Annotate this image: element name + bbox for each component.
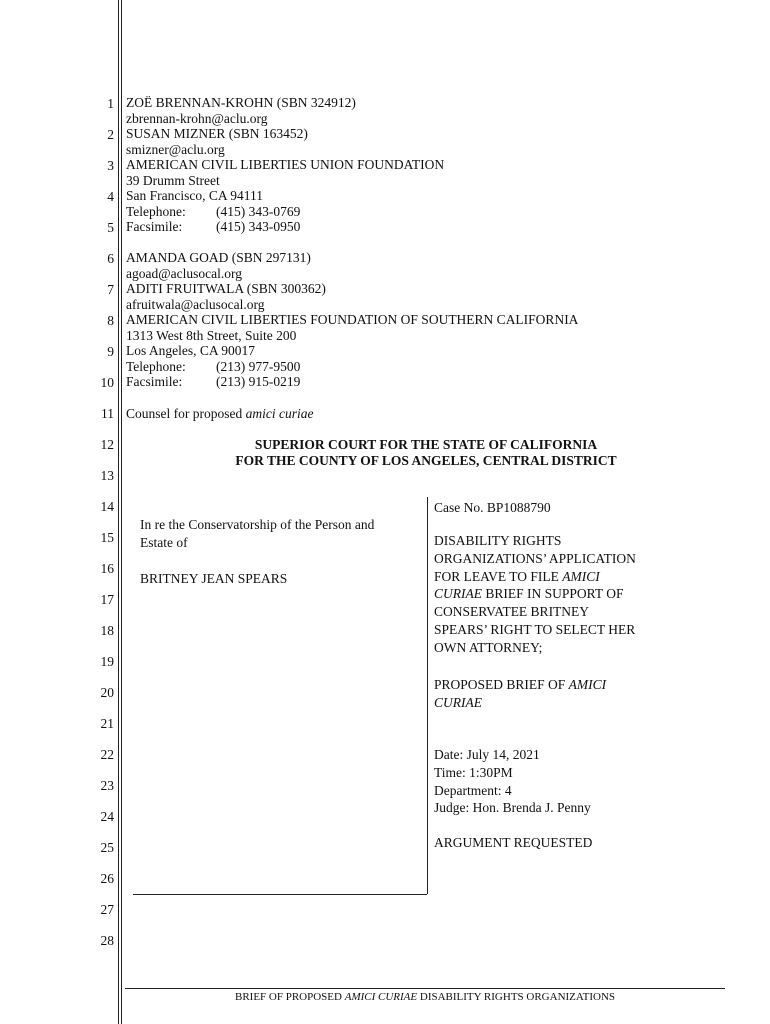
facsimile-line xyxy=(126,374,578,390)
line-number: 13 xyxy=(100,468,114,483)
counsel-for-text: Counsel for proposed xyxy=(126,406,246,421)
counsel-for-line xyxy=(126,406,313,422)
document-title-text: FOR LEAVE TO FILE xyxy=(434,568,563,584)
telephone-line xyxy=(126,204,444,220)
proposed-brief-italic: CURIAE xyxy=(434,694,482,710)
line-number: 7 xyxy=(107,282,114,297)
line-number: 1 xyxy=(107,96,114,111)
caption-matter-line-2: Estate of xyxy=(140,535,188,550)
line-number: 6 xyxy=(107,251,114,266)
line-number: 2 xyxy=(107,127,114,142)
line-number: 17 xyxy=(100,592,114,607)
line-number: 16 xyxy=(100,561,114,576)
counsel-block-aclu-socal xyxy=(126,250,578,390)
telephone-value: (213) 977-9500 xyxy=(216,358,301,374)
footer-text: BRIEF OF PROPOSED xyxy=(234,991,345,1003)
footer-text: DISABILITY RIGHTS ORGANIZATIONS xyxy=(417,991,616,1003)
proposed-brief-text: PROPOSED BRIEF OF xyxy=(434,677,569,692)
counsel-block-aclu xyxy=(126,95,444,235)
attorney-name: ZOË BRENNAN-KROHN (SBN 324912) xyxy=(126,95,356,110)
line-number: 3 xyxy=(107,158,114,173)
case-number: Case No. BP1088790 xyxy=(434,500,551,515)
attorney-name: ADITI FRUITWALA (SBN 300362) xyxy=(126,281,326,296)
street-address: 1313 West 8th Street, Suite 200 xyxy=(126,327,297,343)
telephone-label: Telephone: xyxy=(126,203,186,219)
caption-matter-line-1: In re the Conservatorship of the Person and xyxy=(140,517,375,532)
hearing-date: Date: July 14, 2021 xyxy=(434,747,540,762)
line-number: 24 xyxy=(100,809,114,824)
line-number: 11 xyxy=(101,406,114,421)
attorney-email: zbrennan-krohn@aclu.org xyxy=(126,110,268,126)
line-number: 28 xyxy=(100,933,114,948)
attorney-email: afruitwala@aclusocal.org xyxy=(126,296,265,312)
line-number: 27 xyxy=(100,902,114,917)
court-heading-line-2: FOR THE COUNTY OF LOS ANGELES, CENTRAL DISTRICT xyxy=(235,453,617,468)
document-title-line: DISABILITY RIGHTS xyxy=(434,533,562,548)
attorney-name: SUSAN MIZNER (SBN 163452) xyxy=(126,126,308,141)
proposed-brief-title xyxy=(434,676,606,712)
line-number: 5 xyxy=(107,220,114,235)
footer-italic: AMICI CURIAE xyxy=(344,991,418,1003)
caption-divider-horizontal xyxy=(133,894,427,895)
proposed-brief-italic: AMICI xyxy=(568,677,607,692)
line-number: 25 xyxy=(100,840,114,855)
attorney-email: agoad@aclusocal.org xyxy=(126,265,243,281)
telephone-value: (415) 343-0769 xyxy=(216,203,301,219)
facsimile-line xyxy=(126,219,444,235)
line-number: 18 xyxy=(100,623,114,638)
line-number: 22 xyxy=(100,747,114,762)
document-title-text: BRIEF IN SUPPORT OF xyxy=(482,586,624,602)
street-address: 39 Drumm Street xyxy=(126,172,220,188)
caption-divider-vertical xyxy=(427,497,428,894)
city-address: San Francisco, CA 94111 xyxy=(126,188,263,203)
proposed-brief-line xyxy=(434,676,606,694)
line-number: 14 xyxy=(100,499,114,514)
facsimile-value: (213) 915-0219 xyxy=(216,374,301,389)
line-number: 12 xyxy=(100,437,114,452)
hearing-judge: Judge: Hon. Brenda J. Penny xyxy=(434,800,591,816)
line-number: 4 xyxy=(107,189,114,204)
hearing-department: Department: 4 xyxy=(434,782,512,798)
line-number: 19 xyxy=(100,654,114,669)
document-title-line xyxy=(434,568,636,586)
line-number: 8 xyxy=(107,313,114,328)
line-number: 9 xyxy=(107,344,114,359)
attorney-email: smizner@aclu.org xyxy=(126,141,225,157)
line-number: 21 xyxy=(100,716,114,731)
facsimile-value: (415) 343-0950 xyxy=(216,219,301,234)
footer-title xyxy=(125,991,725,1003)
attorney-name: AMANDA GOAD (SBN 297131) xyxy=(126,250,311,265)
document-title-line xyxy=(434,585,636,603)
document-title-italic: CURIAE xyxy=(434,586,482,602)
conservatee-name: BRITNEY JEAN SPEARS xyxy=(140,571,288,586)
line-number: 26 xyxy=(100,871,114,886)
document-title-line: CONSERVATEE BRITNEY xyxy=(434,604,590,620)
telephone-line xyxy=(126,359,578,375)
court-heading-line-1: SUPERIOR COURT FOR THE STATE OF CALIFORNIA xyxy=(254,437,598,452)
left-margin-rule-1 xyxy=(118,0,119,1024)
document-title-line: ORGANIZATIONS’ APPLICATION xyxy=(434,550,636,566)
line-number: 23 xyxy=(100,778,114,793)
line-number: 20 xyxy=(100,685,114,700)
city-address: Los Angeles, CA 90017 xyxy=(126,343,256,358)
telephone-label: Telephone: xyxy=(126,358,186,374)
hearing-info xyxy=(434,746,591,817)
left-margin-rule-2 xyxy=(121,0,122,1024)
proposed-brief-line xyxy=(434,694,606,712)
counsel-for-italic: amici curiae xyxy=(245,406,314,421)
hearing-time: Time: 1:30PM xyxy=(434,764,513,780)
argument-requested: ARGUMENT REQUESTED xyxy=(434,835,593,850)
line-number: 10 xyxy=(100,375,114,390)
facsimile-label: Facsimile: xyxy=(126,374,183,389)
facsimile-label: Facsimile: xyxy=(126,219,183,234)
document-title xyxy=(434,532,636,657)
line-number: 15 xyxy=(100,530,114,545)
footer-rule xyxy=(125,988,725,989)
organization-name: AMERICAN CIVIL LIBERTIES UNION FOUNDATION xyxy=(126,157,445,172)
document-title-line: OWN ATTORNEY; xyxy=(434,639,543,655)
organization-name: AMERICAN CIVIL LIBERTIES FOUNDATION OF SOUTHERN CALIFORNIA xyxy=(126,312,579,327)
document-title-italic: AMICI xyxy=(562,568,600,584)
document-title-line: SPEARS’ RIGHT TO SELECT HER xyxy=(434,621,636,637)
